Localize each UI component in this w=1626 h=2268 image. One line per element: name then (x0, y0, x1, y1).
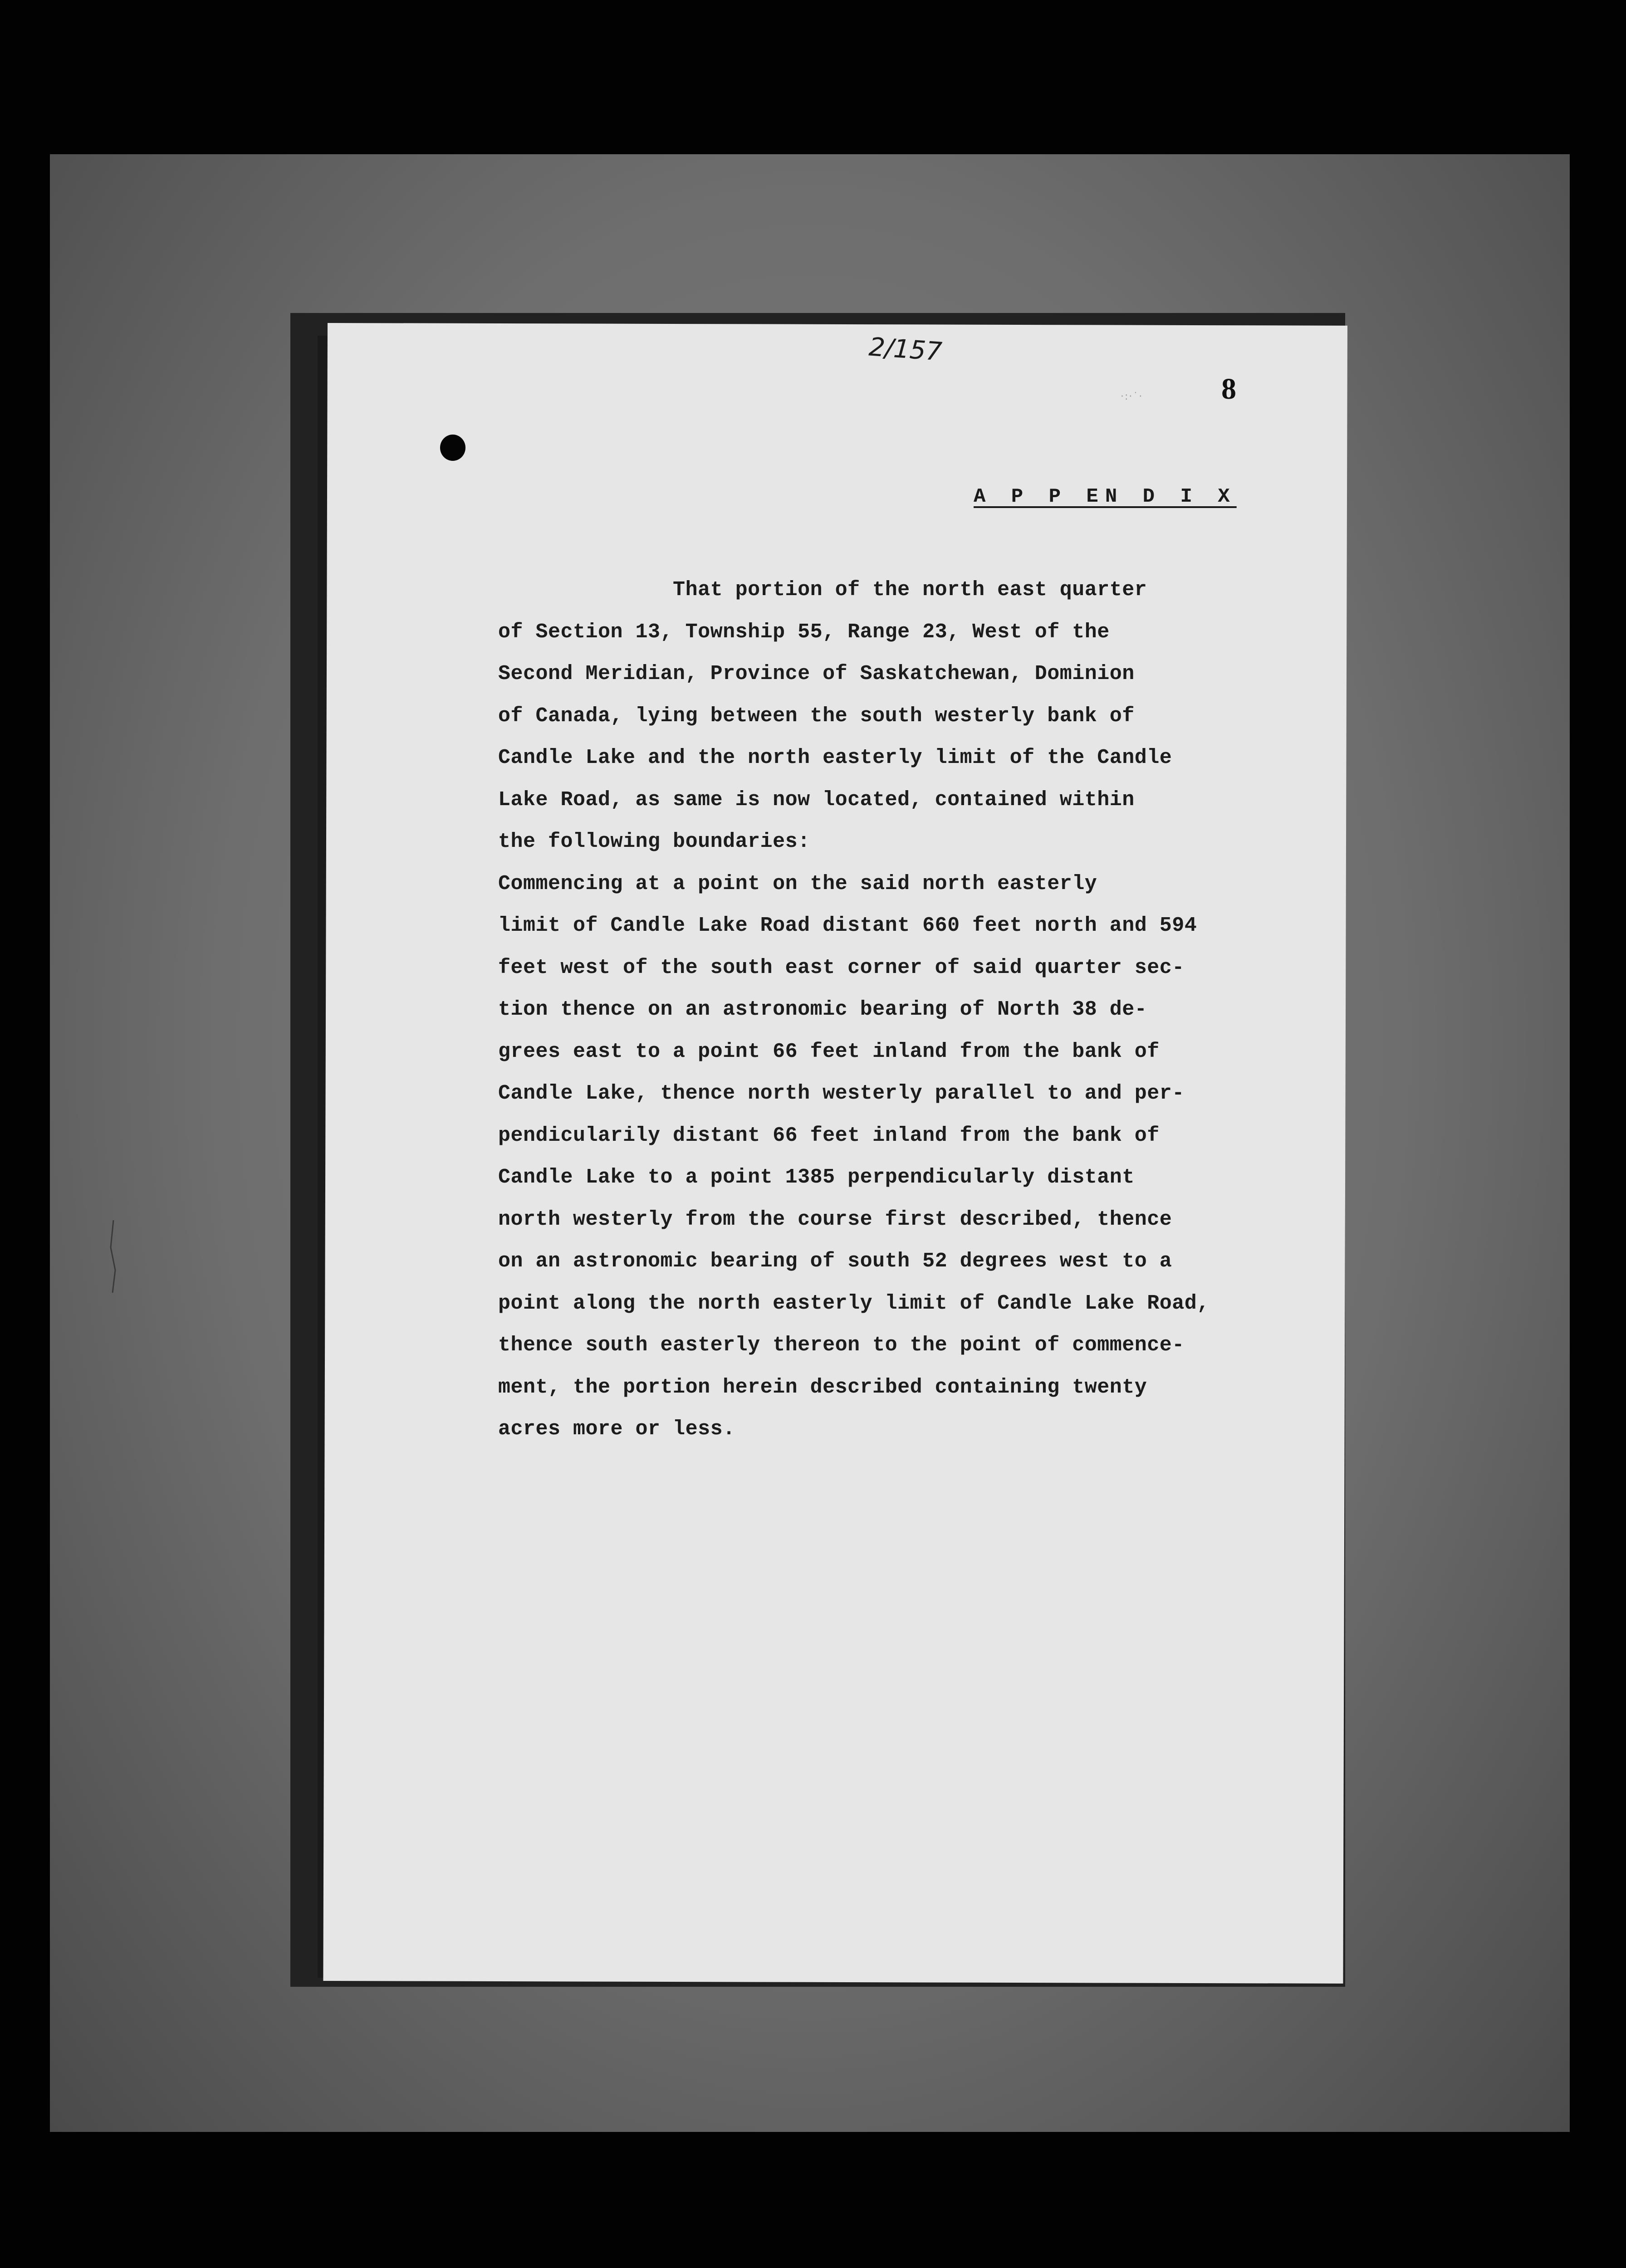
body-line: feet west of the south east corner of said quarter sec- (498, 956, 1185, 979)
punch-hole (440, 435, 465, 461)
body-line: of Section 13, Township 55, Range 23, West of the (498, 620, 1110, 644)
body-line: of Canada, lying between the south westerly bank of (498, 704, 1135, 728)
body-line: Candle Lake to a point 1385 perpendicularly distant (498, 1166, 1135, 1189)
appendix-heading: A P P EN D I X (974, 485, 1237, 508)
body-line: ment, the portion herein described containing twenty (498, 1375, 1147, 1399)
page-number: 8 (1221, 372, 1236, 406)
body-line: north westerly from the course first described, thence (498, 1207, 1172, 1231)
body-line: Commencing at a point on the said north easterly (498, 872, 1097, 895)
body-line: point along the north easterly limit of Candle Lake Road, (498, 1291, 1210, 1315)
body-line: on an astronomic bearing of south 52 degrees west to a (498, 1250, 1172, 1273)
body-line: Candle Lake and the north easterly limit of the Candle (498, 746, 1172, 769)
body-line: tion thence on an astronomic bearing of North 38 de- (498, 998, 1147, 1021)
legal-description (498, 569, 1210, 1451)
body-line: That portion of the north east quarter (498, 578, 1147, 601)
film-scratch (104, 1220, 122, 1293)
body-line: limit of Candle Lake Road distant 660 feet north and 594 (498, 914, 1197, 937)
body-line: grees east to a point 66 feet inland from the bank of (498, 1040, 1160, 1063)
body-line: Second Meridian, Province of Saskatchewan, Dominion (498, 662, 1135, 685)
body-line: the following boundaries: (498, 830, 810, 853)
faint-stamp: ·:·˙· (1121, 391, 1143, 402)
file-number: 2/157 (867, 332, 943, 367)
body-line: Candle Lake, thence north westerly parallel to and per- (498, 1082, 1185, 1105)
body-line: thence south easterly thereon to the point of commence- (498, 1334, 1185, 1357)
body-line: Lake Road, as same is now located, contained within (498, 788, 1135, 811)
body-line: pendicularily distant 66 feet inland from the bank of (498, 1124, 1160, 1147)
body-line: acres more or less. (498, 1418, 735, 1441)
